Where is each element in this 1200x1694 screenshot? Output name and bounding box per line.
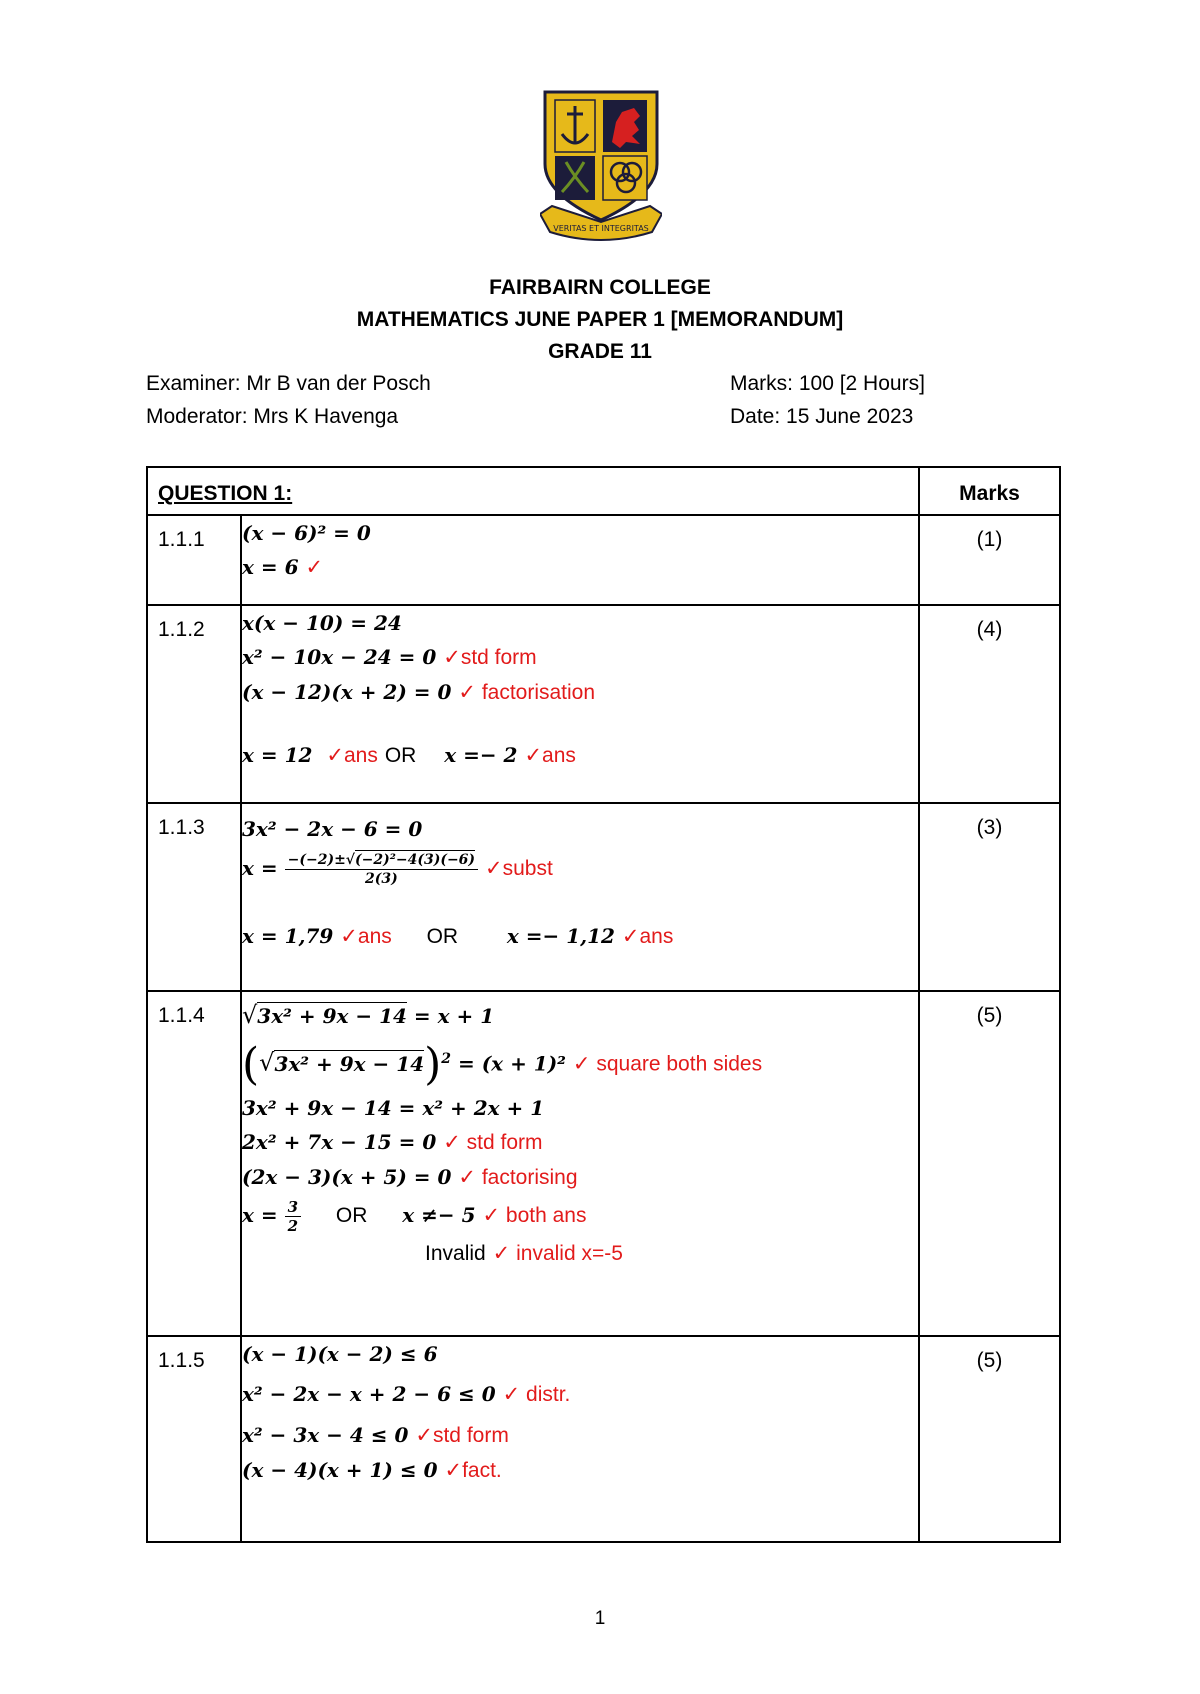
- mark-note: ✓std form: [415, 1424, 509, 1447]
- solution-line: (x − 12)(x + 2) = 0 ✓ factorisation: [242, 680, 596, 704]
- school-name: FAIRBAIRN COLLEGE: [489, 276, 711, 299]
- question-number: 1.1.3: [158, 816, 205, 839]
- solution-line: x(x − 10) = 24: [242, 611, 402, 635]
- solution-line: x² − 3x − 4 ≤ 0 ✓std form: [242, 1423, 509, 1447]
- solution-cell: [241, 991, 919, 1336]
- table-row: [147, 991, 1060, 1336]
- solution-line: 2x² + 7x − 15 = 0 ✓ std form: [242, 1129, 543, 1154]
- quadratic-formula-fraction: $\frac{\text{−(−2)±√(−2)²−4(3)(−6)}}{2(3)}$: [285, 851, 478, 888]
- mark-note: ✓ans: [621, 925, 674, 948]
- grade-label: GRADE 11: [548, 340, 652, 363]
- solution-line: x = 1,79 ✓ans OR x =− 1,12 ✓ans: [242, 924, 674, 948]
- memorandum-table: [146, 466, 1061, 1543]
- mark-note: ✓ invalid x=-5: [492, 1241, 623, 1265]
- solution-cell: [241, 605, 919, 803]
- marks-value: (5): [976, 1004, 1003, 1027]
- solution-line: √3x² + 9x − 14 = x + 1: [242, 1001, 495, 1029]
- examiner: Examiner: Mr B van der Posch: [146, 372, 431, 395]
- solution-line: x² − 10x − 24 = 0 ✓std form: [242, 645, 537, 669]
- marks-value: (4): [976, 618, 1003, 641]
- solution-line: x = 6 ✓: [242, 555, 324, 579]
- solution-line: $(√3x^2 + 9x - 14)^2 = (x + 1)^2$ ✓ square both sides: [242, 1039, 763, 1091]
- question-number: 1.1.4: [158, 1004, 205, 1027]
- radical-symbol: √: [242, 1001, 258, 1029]
- mark-note: ✓std form: [443, 646, 537, 669]
- question-heading: QUESTION 1:: [147, 467, 919, 515]
- table-row: [147, 605, 1060, 803]
- mark-note: ✓ square both sides: [572, 1052, 763, 1076]
- solution-line: x = $\frac{\text{−(−2)±√(−2)²−4(3)(−6)}}{2(3)}$ ✓subst: [242, 852, 553, 887]
- solution-cell: [241, 1336, 919, 1542]
- school-crest: [540, 86, 662, 246]
- moderator: Moderator: Mrs K Havenga: [146, 405, 399, 428]
- solution-cell: [241, 803, 919, 991]
- question-number: 1.1.1: [158, 528, 205, 551]
- exam-date: Date: 15 June 2023: [730, 405, 914, 428]
- mark-note: ✓ans: [340, 925, 392, 948]
- mark-note: ✓ factorising: [458, 1165, 578, 1189]
- table-row: [147, 515, 1060, 605]
- question-number: 1.1.2: [158, 618, 205, 641]
- mark-note: ✓ both ans: [482, 1203, 587, 1227]
- solution-line: (x − 1)(x − 2) ≤ 6: [242, 1342, 438, 1366]
- solution-cell: [241, 515, 919, 605]
- solution-line: Invalid ✓ invalid x=-5: [425, 1241, 623, 1265]
- solution-line: x² − 2x − x + 2 − 6 ≤ 0 ✓ distr.: [242, 1382, 571, 1406]
- solution-line: (2x − 3)(x + 5) = 0 ✓ factorising: [242, 1164, 578, 1189]
- mark-note: ✓ factorisation: [458, 681, 596, 704]
- marks-value: (5): [976, 1349, 1003, 1372]
- check-mark: ✓: [305, 556, 324, 579]
- fraction: $\frac{3}{2}$: [285, 1198, 301, 1235]
- mark-note: ✓ std form: [443, 1130, 543, 1154]
- paper-title: MATHEMATICS JUNE PAPER 1 [MEMORANDUM]: [356, 308, 844, 331]
- solution-line: (x − 6)² = 0: [242, 521, 371, 545]
- mark-note: ✓ distr.: [502, 1383, 571, 1406]
- table-row: [147, 803, 1060, 991]
- mark-note: ✓ans: [326, 744, 378, 767]
- solution-line: x = $\frac{3}{2}$ OR x ≠− 5 ✓ both ans: [242, 1197, 587, 1235]
- solution-line: 3x² + 9x − 14 = x² + 2x + 1: [242, 1095, 545, 1120]
- table-row: [147, 1336, 1060, 1542]
- solution-line: (x − 4)(x + 1) ≤ 0 ✓fact.: [242, 1458, 502, 1482]
- table-header-row: [147, 467, 1060, 515]
- total-marks: Marks: 100 [2 Hours]: [730, 372, 925, 395]
- crest-motto: VERITAS ET INTEGRITAS: [553, 224, 649, 233]
- solution-line: 3x² − 2x − 6 = 0: [242, 817, 423, 841]
- mark-note: ✓fact.: [444, 1459, 502, 1482]
- mark-note: ✓subst: [485, 857, 553, 880]
- marks-heading: Marks: [919, 467, 1060, 515]
- marks-value: (3): [976, 816, 1003, 839]
- marks-value: (1): [976, 528, 1003, 551]
- page-number: 1: [594, 1608, 606, 1629]
- mark-note: ✓ans: [524, 744, 576, 767]
- question-number: 1.1.5: [158, 1349, 205, 1372]
- solution-line: x = 12 ✓ans OR x =− 2 ✓ans: [242, 743, 576, 767]
